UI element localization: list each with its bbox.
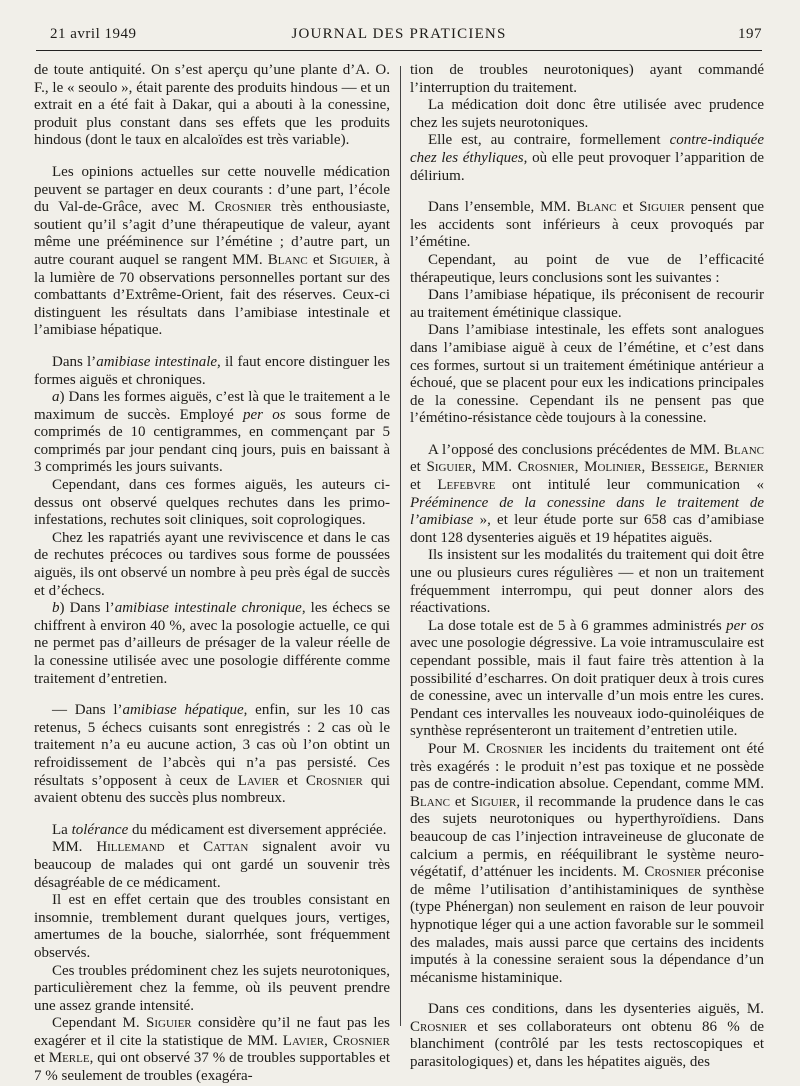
paragraph: Elle est, au contraire, formellement contre-indiquée chez les éthyliques, où elle peut provoquer l’apparition de délirium. <box>410 132 764 184</box>
paragraph: tion de troubles neurotoniques) ayant commandé l’interruption du traitement. <box>410 62 764 96</box>
running-head <box>36 26 762 46</box>
header-rule <box>36 50 762 51</box>
paragraph: Pour M. Crosnier les incidents du traitement ont été très exagérés : le produit n’est pas toxique et ne possède pas de contre-indication absolue. Cependant, comme MM. Blanc et Siguier, il recommande la prudence dans le cas des sujets neurotoniques ou hyperthyroïdiens. Dans beaucoup de cas l’injection intraveineuse de gluconate de calcium a permis, en rééquilibrant le système neuro-végétatif, d’atténuer les incidents. M. Crosnier préconise de même l’utilisation d’antihistaminiques de synthèse (type Phénergan) non seulement en raison de leur pouvoir hypnotique léger qui a une action favorable sur le sommeil des malades, mais aussi parce que certains des incidents imputés à la conessine seraient sous la dépendance d’un mécanisme histaminique. <box>410 740 765 986</box>
paragraph: Dans l’amibiase intestinale, les effets sont analogues dans l’amibiase aiguë à ceux de l’émétine, et c’est dans ces formes, surtout si un traitement émétinique antérieur a échoué, que se placent pour eux les indications principales de la conessine. Cependant ils ne pensent pas que l’émétino-résistance cède toujours à la conessine. <box>410 322 764 427</box>
paragraph: de toute antiquité. On s’est aperçu qu’une plante d’A. O. F., le « seoulo », était parente des produits hindous — et un extrait en a été fait à Dakar, qui a abouti à la conessine, produit plus constant dans ses effets que les produits hindous (dont le taux en alcaloïdes est très variable). <box>34 62 390 149</box>
left-column <box>34 62 390 1086</box>
paragraph: A l’opposé des conclusions précédentes de MM. Blanc et Siguier, MM. Crosnier, Molinier, Besseige, Bernier et Lefebvre ont intitulé leur communication « Prééminence de la conessine dans le traitement de l’amibiase », et leur étude porte sur 658 cas d’amibiase dont 128 dysenteries aiguës et 19 hépatites aiguës. <box>410 441 765 546</box>
paragraph: b) Dans l’amibiase intestinale chronique, les échecs se chiffrent à environ 40 %, avec la posologie actuelle, ce qui ne permet pas d’ailleurs de présager de la valeur réelle de la conessine utilisée avec une posologie différente comme traitement d’entretien. <box>34 600 390 687</box>
right-column <box>410 62 764 1072</box>
paragraph: Dans l’amibiase hépatique, ils préconisent de recourir au traitement émétinique classique. <box>410 287 764 321</box>
page-number: 197 <box>738 26 762 42</box>
paragraph: Les opinions actuelles sur cette nouvelle médication peuvent se partager en deux courants : d’une part, l’école du Val-de-Grâce, avec M. Crosnier très enthousiaste, soutient qu’il s’agit d’une thérapeutique de valeur, ayant même une prééminence sur l’émétine ; d’autre part, un autre courant auquel se rangent MM. Blanc et Siguier, à la lumière de 70 observations personnelles portant sur des combattants d’Extrême-Orient, fait des réserves. Ceux-ci distinguent les résultats dans l’amibiase intestinale et l’amibiase hépatique. <box>34 163 391 339</box>
issue-date: 21 avril 1949 <box>50 26 137 42</box>
paragraph: Cependant M. Siguier considère qu’il ne faut pas les exagérer et il cite la statistique de MM. Lavier, Crosnier et Merle, qui ont observé 37 % de troubles supportables et 7 % seulement de troubles (exagéra- <box>34 1015 391 1085</box>
paragraph: a) Dans les formes aiguës, c’est là que le traitement a le maximum de succès. Employé per os sous forme de comprimés de 10 centigrammes, en commençant par 5 comprimés par jour pendant cinq jours, puis en baissant à 3 comprimés les jours suivants. <box>34 389 390 476</box>
paragraph: La médication doit donc être utilisée avec prudence chez les sujets neurotoniques. <box>410 97 764 131</box>
paragraph: La dose totale est de 5 à 6 grammes administrés per os avec une posologie dégressive. La voie intramusculaire est cependant possible, mais il faut faire très attention à la possibilité d’escharres. On doit pratiquer deux à trois cures de conessine, avec un intervalle d’un mois entre les cures. Pendant ces intervalles les nouveaux iodo-quinoléiques de synthèse représenteront un traitement d’entretien utile. <box>410 617 764 740</box>
paragraph: Ces troubles prédominent chez les sujets neurotoniques, particulièrement chez la femme, où ils peuvent prendre une assez grande intensité. <box>34 962 390 1014</box>
paragraph: Dans ces conditions, dans les dysenteries aiguës, M. Crosnier et ses collaborateurs ont obtenu 86 % de blanchiment (contrôlé par les tests rectoscopiques et parasitologiques) et, dans les hépatites aiguës, des <box>410 1001 764 1071</box>
paragraph: Ils insistent sur les modalités du traitement qui doit être une ou plusieurs cures régulières — et non un traitement fréquemment interrompu, qui peut donner alors des réactivations. <box>410 547 764 617</box>
paragraph: Il est en effet certain que des troubles consistant en insomnie, tremblement durant quelques jours, vertiges, amertumes de la bouche, sialorrhée, sont fréquemment observés. <box>34 892 390 961</box>
paragraph: Chez les rapatriés ayant une reviviscence et dans le cas de rechutes précoces ou tardives sous forme de poussées aiguës, ils ont observé un nombre à peu près égal de succès et d’échecs. <box>34 529 390 599</box>
paragraph: La tolérance du médicament est diversement appréciée. <box>52 821 387 838</box>
paragraph: — Dans l’amibiase hépatique, enfin, sur les 10 cas retenus, 5 échecs cuisants sont enregistrés : 2 cas où le traitement n’a eu aucune action, 3 cas où l’on obtint un refroidissement de l’abcès qui n’a pas persisté. Ces résultats s’opposent à ceux de Lavier et Crosnier qui avaient obtenu des succès plus nombreux. <box>34 702 390 807</box>
paragraph: Cependant, dans ces formes aiguës, les auteurs ci-dessus ont observé quelques rechutes dans les primo-infestations, rechutes soit cliniques, soit coprologiques. <box>34 477 390 529</box>
paragraph: Cependant, au point de vue de l’efficacité thérapeutique, leurs conclusions sont les suivantes : <box>410 251 764 286</box>
journal-title: JOURNAL DES PRATICIENS <box>291 26 507 42</box>
paragraph: Dans l’ensemble, MM. Blanc et Siguier pensent que les accidents sont inférieurs à ceux provoqués par l’émétine. <box>410 199 764 251</box>
paragraph: MM. Hillemand et Cattan signalent avoir vu beaucoup de malades qui ont gardé un souvenir très désagréable de ce médicament. <box>34 839 390 891</box>
column-divider <box>400 66 401 1026</box>
paragraph: Dans l’amibiase intestinale, il faut encore distinguer les formes aiguës et chroniques. <box>34 353 390 388</box>
